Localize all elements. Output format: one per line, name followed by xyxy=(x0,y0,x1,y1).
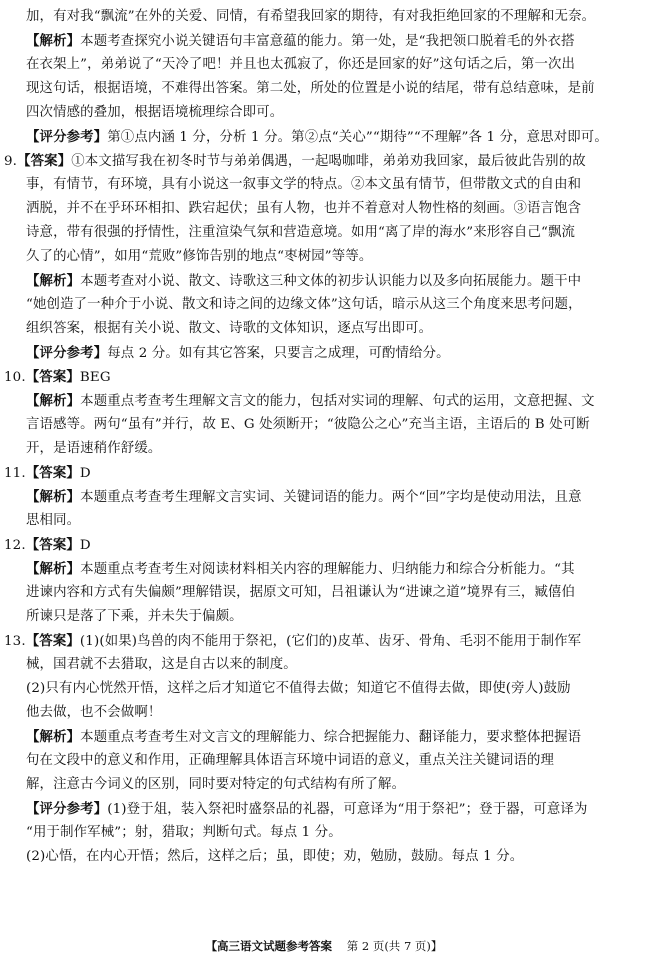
line-text: 每点 2 分。如有其它答案，只要言之成理，可酌情给分。 xyxy=(107,346,450,361)
line-text: (1)(如果)鸟兽的肉不能用于祭祀，(它们的)皮革、齿牙、骨角、毛羽不能用于制作军 xyxy=(79,634,582,649)
text-line xyxy=(26,416,590,434)
text-line xyxy=(26,728,581,747)
line-text: 他去做，也不会做啊！ xyxy=(26,705,162,720)
line-text: 13. xyxy=(4,634,26,649)
section-label: 【评分参考】 xyxy=(26,345,108,361)
text-line xyxy=(26,176,581,194)
line-text: ①本文描写我在初冬时节与弟弟偶遇，一起喝咖啡，弟弟劝我回家，最后彼此告别的故 xyxy=(71,154,586,169)
line-text: 现这句话，根据语境，不难得出答案。第二处，所处的位置是小说的结尾，带有总结意味，是前 xyxy=(26,81,595,96)
line-text: 本题重点考查考生理解文言文的能力，包括对实词的理解、句式的运用，文意把握、文 xyxy=(80,394,595,409)
line-text: 思相同。 xyxy=(26,513,81,528)
text-line xyxy=(26,80,595,98)
text-line xyxy=(26,440,161,458)
text-line xyxy=(26,248,372,266)
line-text: 本题考查对小说、散文、诗歌这三种文体的初步认识能力以及多向拓展能力。题干中 xyxy=(80,274,582,289)
line-text: “她创造了一种介于小说、散文和诗之间的边缘文体”这句话，暗示从这三个角度来思考问题， xyxy=(26,297,582,312)
line-text: 第①点内涵 1 分，分析 1 分。第②点“关心”“期待”“不理解”各 1 分，意思对即可。 xyxy=(107,130,608,145)
text-line xyxy=(26,824,342,842)
text-line xyxy=(4,536,91,555)
line-text: 四次情感的叠加，根据语境梳理综合即可。 xyxy=(26,105,284,120)
line-text: 诗意，带有很强的抒情性，注重渲染气氛和营造意境。如用“离了岸的海水”来形容自己“飘流 xyxy=(26,225,576,240)
line-text: 10. xyxy=(4,370,26,385)
section-label: 【解析】 xyxy=(26,273,81,289)
line-text: 所谏只是落了下乘，并未失于偏颇。 xyxy=(26,609,243,624)
line-text: 组织答案，根据有关小说、散文、诗歌的文体知识，逐点写出即可。 xyxy=(26,321,433,336)
text-line xyxy=(26,392,595,411)
text-line xyxy=(26,848,523,866)
text-line xyxy=(26,488,582,507)
text-line xyxy=(26,776,405,794)
footer-title: 【高三语文试题参考答案 xyxy=(205,939,333,953)
section-label: 【答案】 xyxy=(25,369,80,385)
text-line xyxy=(26,656,297,674)
line-text: 句在文段中的意义和作用，正确理解具体语言环境中词语的意义，重点关注关键词语的理 xyxy=(26,753,555,768)
line-text: BEG xyxy=(79,370,111,385)
text-line xyxy=(26,752,554,770)
text-line xyxy=(26,296,582,314)
text-line xyxy=(26,608,243,626)
section-label: 【答案】 xyxy=(25,537,80,553)
line-text: 解，注意古今词义的区别，同时要对特定的句式结构有所了解。 xyxy=(26,777,406,792)
section-label: 【解析】 xyxy=(26,729,81,745)
section-label: 【解析】 xyxy=(26,489,81,505)
text-line xyxy=(4,152,586,171)
text-line xyxy=(26,800,588,819)
text-line xyxy=(4,368,111,387)
line-text: 言语感等。两句“虽有”并行，故 E、G 处须断开；“彼隐公之心”充当主语，主语后的 B 处可断 xyxy=(26,417,590,432)
text-line xyxy=(26,704,161,722)
line-text: 11. xyxy=(4,466,26,481)
text-line xyxy=(4,632,581,651)
line-text: (2)只有内心恍然开悟，这样之后才知道它不值得去做；知道它不值得去做，即使(旁人)鼓励 xyxy=(26,681,571,696)
section-label: 【评分参考】 xyxy=(26,801,108,817)
text-line xyxy=(26,560,575,579)
line-text: 本题重点考查考生对阅读材料相关内容的理解能力、归纳能力和综合分析能力。“其 xyxy=(80,562,575,577)
section-label: 【解析】 xyxy=(26,561,81,577)
section-label: 【答案】 xyxy=(25,465,80,481)
line-text: 事，有情节，有环境，具有小说这一叙事文学的特点。②本文虽有情节，但带散文式的自由和 xyxy=(26,177,582,192)
line-text: 本题重点考查考生对文言文的理解能力、综合把握能力、翻译能力，要求整体把握语 xyxy=(80,730,582,745)
line-text: 在衣架上”，弟弟说了“天冷了吧！并且也太孤寂了，你还是回家的好”这句话之后，第一次出 xyxy=(26,57,576,72)
text-line xyxy=(26,8,595,26)
text-line xyxy=(26,224,575,242)
text-line xyxy=(26,128,608,147)
section-label: 【答案】 xyxy=(17,153,72,169)
line-text: 9. xyxy=(4,154,18,169)
line-text: 洒脱，并不在乎环环相扣、跌宕起伏；虽有人物，也并不着意对人物性格的刻画。③语言饱含 xyxy=(26,201,582,216)
text-line xyxy=(26,200,581,218)
line-text: 久了的心情”，如用“荒败”修饰告别的地点“枣树园”等等。 xyxy=(26,249,373,264)
section-label: 【解析】 xyxy=(26,393,81,409)
line-text: D xyxy=(79,466,91,481)
line-text: (2)心悟，在内心开悟；然后，这样之后；虽，即使；劝，勉励，鼓励。每点 1 分。 xyxy=(26,849,524,864)
line-text: (1)登于俎，装入祭祀时盛祭品的礼器，可意译为“用于祭祀”；登于器，可意译为 xyxy=(107,802,588,817)
text-line xyxy=(26,512,80,530)
line-text: “用于制作军械”；射，猎取；判断句式。每点 1 分。 xyxy=(26,825,342,840)
section-label: 【评分参考】 xyxy=(26,129,108,145)
line-text: 开，是语速稍作舒缓。 xyxy=(26,441,162,456)
text-line xyxy=(26,32,575,51)
text-line xyxy=(26,320,432,338)
text-line xyxy=(26,104,283,122)
line-text: 加，有对我“飘流”在外的关爱、同情，有希望我回家的期待，有对我拒绝回家的不理解和无奈。 xyxy=(26,9,596,24)
section-label: 【答案】 xyxy=(25,633,80,649)
line-text: 械，国君就不去猎取，这是自古以来的制度。 xyxy=(26,657,297,672)
line-text: D xyxy=(79,538,91,553)
text-line xyxy=(26,56,575,74)
line-text: 本题重点考查考生理解文言实词、关键词语的能力。两个“回”字均是使动用法，且意 xyxy=(80,490,582,505)
text-line xyxy=(26,272,581,291)
section-label: 【解析】 xyxy=(26,33,81,49)
footer-page-number: 第 2 页(共 7 页)】 xyxy=(346,939,443,953)
text-line xyxy=(4,464,91,483)
line-text: 本题考查探究小说关键语句丰富意蕴的能力。第一处，是“我把领口脱着毛的外衣搭 xyxy=(80,34,575,49)
page-footer xyxy=(0,938,648,954)
text-line xyxy=(26,680,571,698)
line-text: 进谏内容和方式有失偏颇”理解错误，据原文可知，吕祖谦认为“进谏之道”境界有三，臧僖伯 xyxy=(26,585,576,600)
line-text: 12. xyxy=(4,538,26,553)
text-line xyxy=(26,344,450,363)
text-line xyxy=(26,584,575,602)
